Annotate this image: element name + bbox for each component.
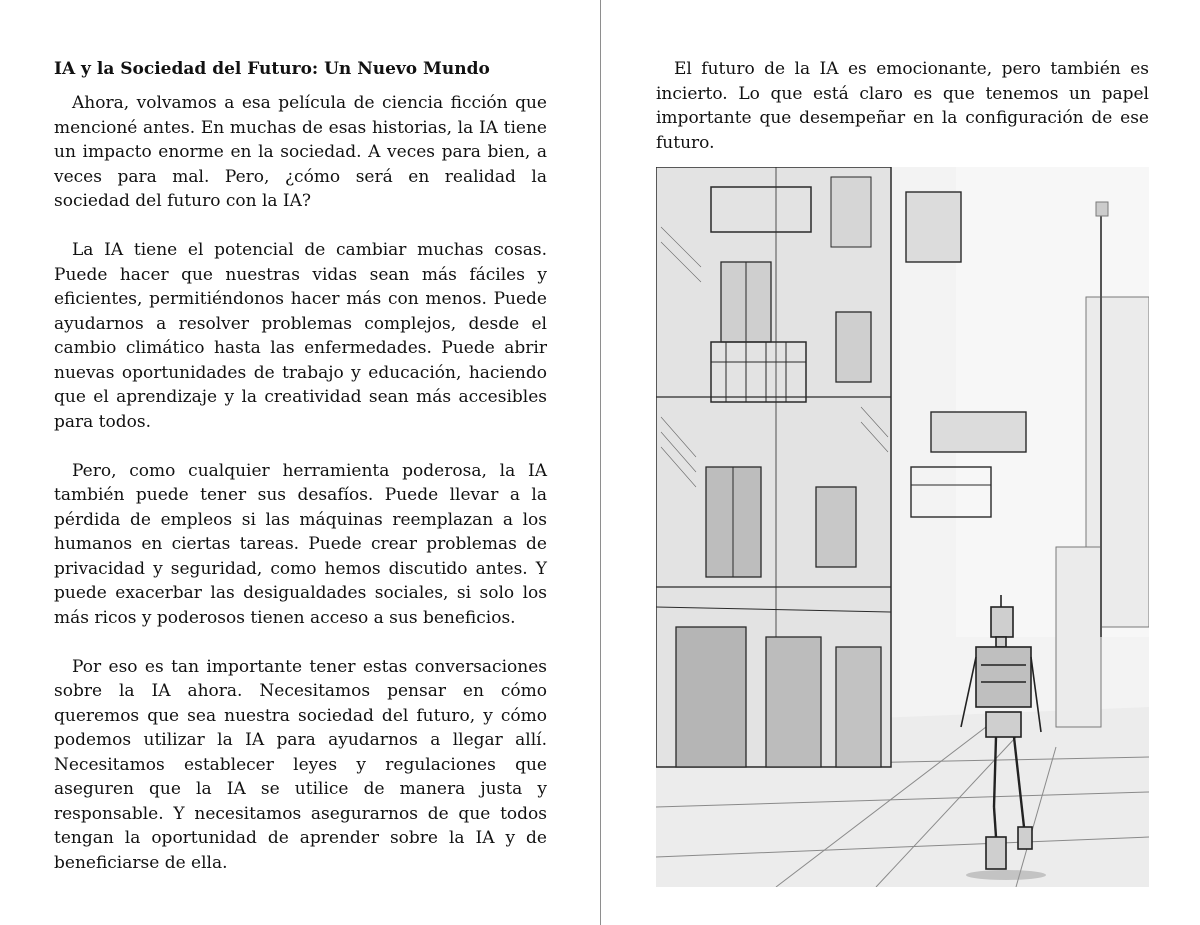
right-page [602,0,1200,925]
left-text-column [54,57,547,900]
page-gutter-divider [600,0,601,925]
left-paragraph-2: La IA tiene el potencial de cambiar muchas cosas. Puede hacer que nuestras vidas sean más fáciles y eficientes, permitiéndonos hacer más con menos. Puede ayudarnos a resolver problemas complejos, desde el cambio climático hasta las enfermedades. Puede abrir nuevas oportunidades de trabajo y educación, haciendo que el aprendizaje y la creatividad sean más accesibles para todos. [54,240,547,432]
right-paragraph-1: El futuro de la IA es emocionante, pero también es incierto. Lo que está claro es que tenemos un papel importante que desempeñar en la configuración de ese futuro. [656,59,1149,153]
right-text-column [656,57,1149,180]
left-paragraph-3: Pero, como cualquier herramienta poderosa, la IA también puede tener sus desafíos. Puede llevar a la pérdida de empleos si las máquinas reemplazan a los humanos en ciertas tareas. Puede crear problemas de privacidad y seguridad, como hemos discutido antes. Y puede exacerbar las desigualdades sociales, si solo los más ricos y poderosos tienen acceso a sus beneficios. [54,460,547,628]
robot-street-illustration [656,167,1149,887]
chapter-title: IA y la Sociedad del Futuro: Un Nuevo Mundo [54,59,490,79]
left-paragraph-4: Por eso es tan importante tener estas conversaciones sobre la IA ahora. Necesitamos pensar en cómo queremos que sea nuestra sociedad del futuro, y cómo podemos utilizar la IA para ayudarnos a llegar allí. Necesitamos establecer leyes y regulaciones que aseguren que la IA se utilice de manera justa y responsable. Y necesitamos asegurarnos de que todos tengan la oportunidad de aprender sobre la IA y de beneficiarse de ella. [54,656,547,873]
left-paragraph-1: Ahora, volvamos a esa película de ciencia ficción que mencioné antes. En muchas de esas historias, la IA tiene un impacto enorme en la sociedad. A veces para bien, a veces para mal. Pero, ¿cómo será en realidad la sociedad del futuro con la IA? [54,93,547,211]
sketch-robot-street-illustration-icon [656,167,1149,887]
